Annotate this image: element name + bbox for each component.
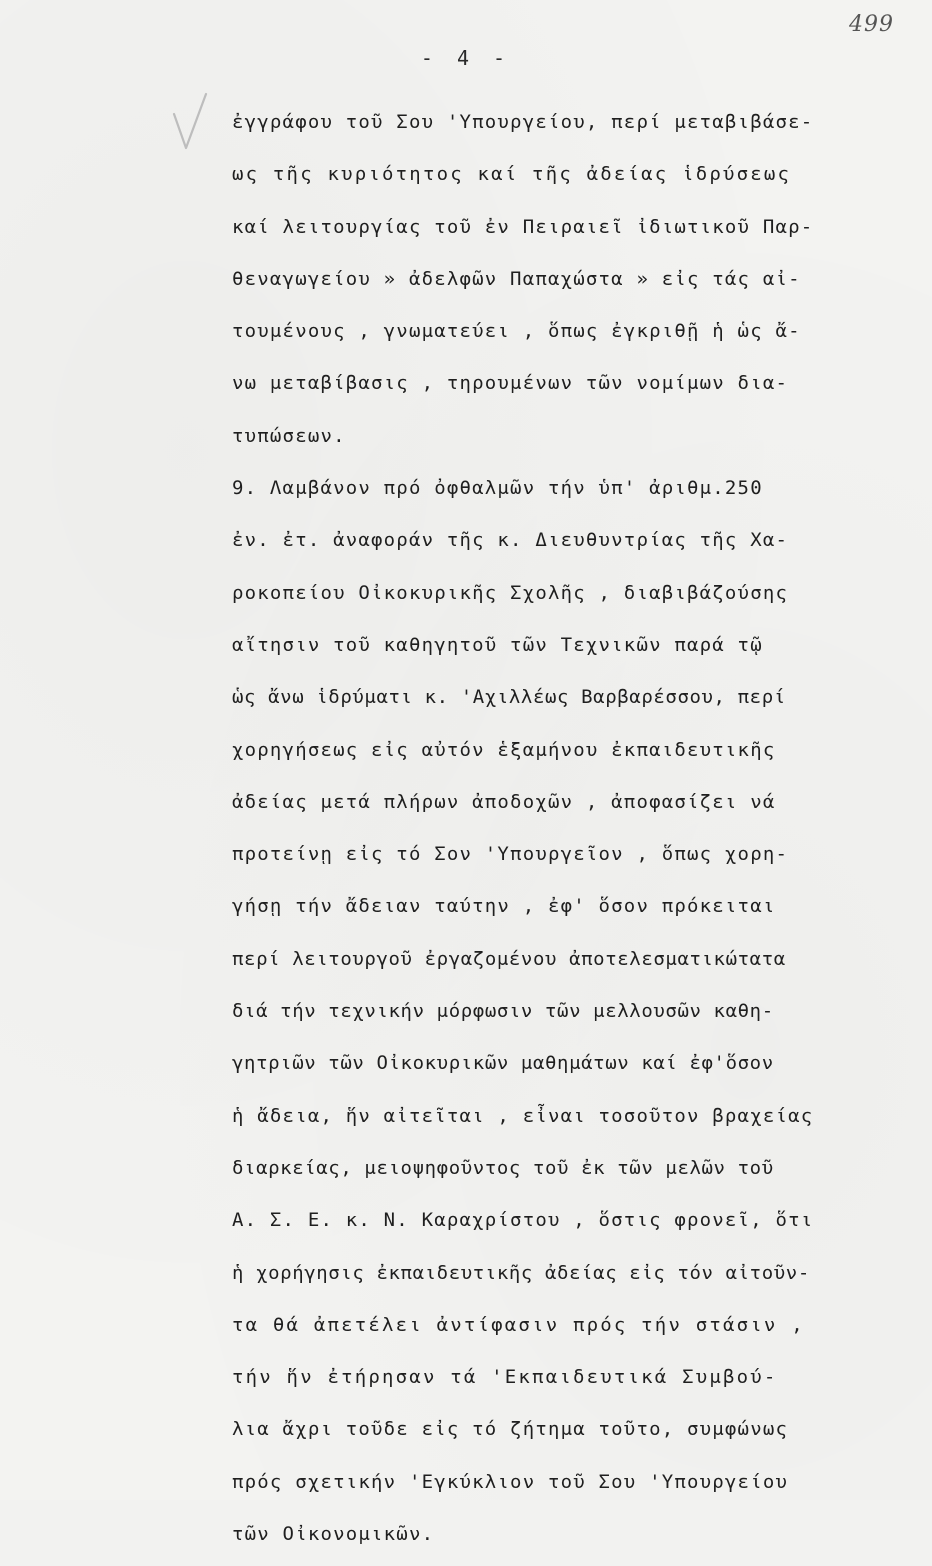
text-line: ἡ ἄδεια, ἥν αἰτεῖται , εἶναι τοσοῦτον βραχείας: [232, 1104, 814, 1127]
text-line: ἐγγράφου τοῦ Σου 'Υπουργείου, περί μεταβιβάσε-: [232, 111, 814, 133]
text-line: αἴτησιν τοῦ καθηγητοῦ τῶν Τεχνικῶν παρά τῷ: [232, 633, 763, 656]
text-line: τυπώσεων.: [232, 424, 346, 447]
text-line: ὡς ἄνω ἱδρύματι κ. 'Αχιλλέως Βαρβαρέσσου, περί: [232, 686, 786, 709]
folio-number: 499: [849, 12, 894, 37]
text-line: νω μεταβίβασις , τηρουμένων τῶν νομίμων δια-: [232, 372, 789, 395]
text-line: χορηγήσεως εἰς αὐτόν ἑξαμήνου ἐκπαιδευτικῆς: [232, 738, 776, 761]
text-line: καί λειτουργίας τοῦ ἐν Πειραιεῖ ἰδιωτικοῦ Παρ-: [232, 215, 814, 238]
document-body: [232, 102, 912, 1566]
text-line: διαρκείας, μειοψηφοῦντος τοῦ ἐκ τῶν μελῶν τοῦ: [232, 1156, 774, 1179]
check-mark-icon: [172, 92, 208, 152]
text-line: τα θά ἀπετέλει ἀντίφασιν πρός τήν στάσιν ,: [232, 1313, 805, 1336]
text-line: γητριῶν τῶν Οἰκοκυρικῶν μαθημάτων καί ἐφ'ὅσον: [232, 1052, 774, 1075]
text-line: θεναγωγείου » ἀδελφῶν Παπαχώστα » εἰς τάς αἰ-: [232, 267, 801, 290]
text-line: ἡ χορήγησις ἐκπαιδευτικῆς ἀδείας εἰς τόν αἰτοῦν-: [232, 1261, 810, 1284]
text-line: 9. Λαμβάνον πρό ὀφθαλμῶν τήν ὑπ' ἀριθμ.250: [232, 477, 763, 500]
text-line: περί λειτουργοῦ ἐργαζομένου ἀποτελεσματικώτατα: [232, 947, 786, 970]
text-line: τῶν Οἰκονομικῶν.: [232, 1523, 435, 1546]
text-line: διά τήν τεχνικήν μόρφωσιν τῶν μελλουσῶν καθη-: [232, 1000, 774, 1023]
text-line: ἐν. ἐτ. ἀναφοράν τῆς κ. Διευθυντρίας τῆς Χα-: [232, 529, 789, 552]
text-line: ροκοπείου Οἰκοκυρικῆς Σχολῆς , διαβιβάζούσης: [232, 581, 789, 604]
text-line: Α. Σ. Ε. κ. Ν. Καραχρίστου , ὅστις φρονεῖ, ὅτι: [232, 1209, 814, 1232]
text-line: ἀδείας μετά πλήρων ἀποδοχῶν , ἀποφασίζει νά: [232, 790, 776, 813]
text-line: ως τῆς κυριότητος καί τῆς ἀδείας ἱδρύσεως: [232, 163, 792, 186]
text-line: λια ἄχρι τοῦδε εἰς τό ζήτημα τοῦτο, συμφώνως: [232, 1418, 789, 1441]
page-number: - 4 -: [420, 46, 512, 70]
text-line: πρός σχετικήν 'Εγκύκλιον τοῦ Σου 'Υπουργείου: [232, 1470, 789, 1493]
text-line: προτείνῃ εἰς τό Σον 'Υπουργεῖον , ὅπως χορη-: [232, 843, 789, 866]
text-line: γήσῃ τήν ἄδειαν ταύτην , ἐφ' ὅσον πρόκειται: [232, 895, 776, 918]
text-line: τουμένους , γνωματεύει , ὅπως ἐγκριθῇ ἡ ὡς ἄ-: [232, 320, 801, 343]
text-line: τήν ἥν ἐτήρησαν τά 'Εκπαιδευτικά Συμβού-: [232, 1366, 778, 1389]
